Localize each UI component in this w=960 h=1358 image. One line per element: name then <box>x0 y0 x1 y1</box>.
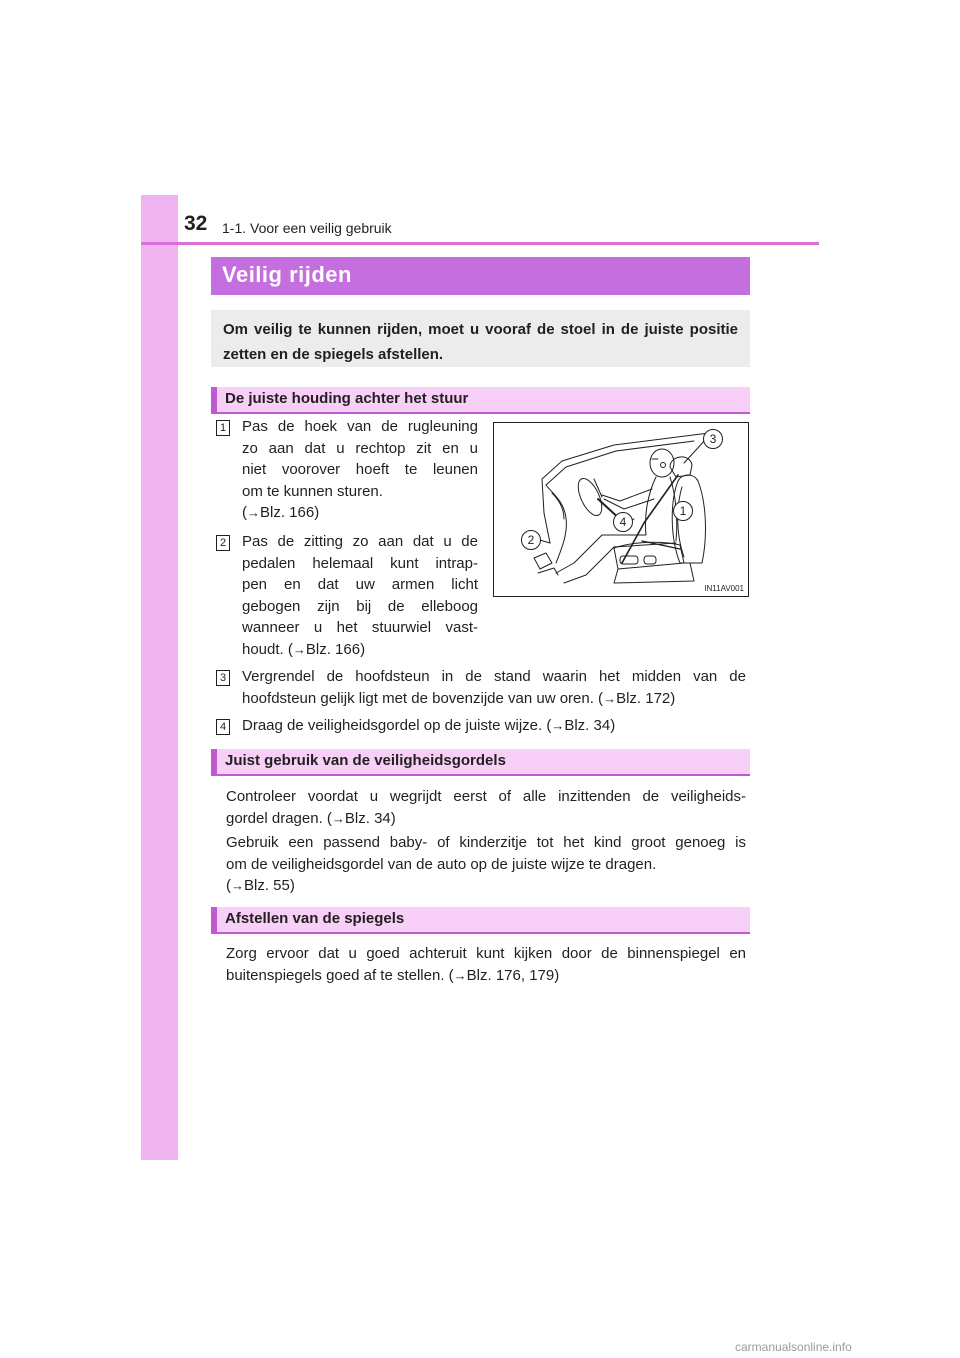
section-heading-text: Juist gebruik van de veiligheidsgordels <box>225 752 506 769</box>
chapter-title: 1-1. Voor een veilig gebruik <box>222 220 392 236</box>
text-line: Pas de hoek van de rugleuning <box>242 418 478 435</box>
page-ref[interactable]: Blz. 166) <box>260 504 320 521</box>
item-1-text <box>242 416 478 524</box>
text-fragment: hoofdsteun gelijk ligt met de bovenzijde van uw oren. ( <box>242 689 604 707</box>
text-line: niet voorover hoeft te leunen <box>242 461 478 478</box>
callout-2: 2 <box>521 530 541 550</box>
item-3-text <box>242 666 746 709</box>
text-fragment: gordel dragen. ( <box>226 809 332 827</box>
page-ref[interactable]: Blz. 166) <box>305 640 366 658</box>
section-heading-text: Afstellen van de spiegels <box>225 910 405 927</box>
arrow-icon: → <box>292 641 306 657</box>
text-line: Vergrendel de hoofdsteun in de stand waarin het midden van de <box>242 668 746 685</box>
page-title-bar <box>211 257 750 295</box>
page-ref[interactable]: Blz. 176, 179) <box>466 966 560 984</box>
mirrors-last-line <box>226 965 746 987</box>
arrow-icon: → <box>247 505 260 520</box>
watermark: carmanualsonline.info <box>735 1340 852 1354</box>
section-heading-seatbelts <box>211 749 750 776</box>
item-number-4: 4 <box>216 719 230 735</box>
page-number: 32 <box>184 212 208 235</box>
seatbelt-p1-last-line <box>226 808 746 830</box>
callout-4: 4 <box>613 512 633 532</box>
text-line: Pas de zitting zo aan dat u de <box>242 533 478 550</box>
figure-code: IN11AV001 <box>704 584 744 593</box>
item-2-text <box>242 531 478 660</box>
mirrors-paragraph <box>226 943 746 986</box>
callout-1: 1 <box>673 501 693 521</box>
page-title: Veilig rijden <box>222 262 352 287</box>
text-line: zo aan dat u rechtop zit en u <box>242 439 478 457</box>
page-ref[interactable]: Blz. 172) <box>616 689 676 707</box>
page-ref[interactable]: Blz. 34) <box>564 717 616 734</box>
seatbelt-paragraph-2 <box>226 832 746 897</box>
item-number-3: 3 <box>216 670 230 686</box>
section-heading-mirrors <box>211 907 750 934</box>
text-fragment: houdt. ( <box>242 640 293 658</box>
text-line: gebogen zijn bij de elleboog <box>242 597 478 615</box>
item-1-ref: (→Blz. 166) <box>242 504 320 521</box>
arrow-icon: → <box>551 718 565 733</box>
section-heading-posture <box>211 387 750 414</box>
seatbelt-p2-ref: (→Blz. 55) <box>226 877 295 894</box>
arrow-icon: → <box>453 967 467 983</box>
text-line: Zorg ervoor dat u goed achteruit kunt kijken door de binnenspiegel en <box>226 945 746 962</box>
text-fragment: buitenspiegels goed af te stellen. ( <box>226 966 454 984</box>
item-4-text <box>242 715 746 737</box>
page-ref[interactable]: Blz. 55) <box>244 877 295 894</box>
text-fragment: Draag de veiligheidsgordel op de juiste wijze. ( <box>242 717 552 734</box>
driver-seat-diagram <box>494 423 749 597</box>
intro-box: Om veilig te kunnen rijden, moet u vooraf de stoel in de juiste positie zetten en de spiegels afstellen. <box>211 310 750 367</box>
text-line: pedalen helemaal kunt intrap- <box>242 554 478 572</box>
text-line: Controleer voordat u wegrijdt eerst of alle inzittenden de veiligheids- <box>226 788 746 805</box>
arrow-icon: → <box>603 690 617 706</box>
driving-position-illustration <box>493 422 749 597</box>
text-line: pen en dat uw armen licht <box>242 576 478 593</box>
section-heading-text: De juiste houding achter het stuur <box>225 390 469 407</box>
item-number-2: 2 <box>216 535 230 551</box>
header-rule <box>141 242 819 245</box>
text-line: om de veiligheidsgordel van de auto op de juiste wijze te dragen. <box>226 855 657 873</box>
callout-3: 3 <box>703 429 723 449</box>
item-4-line <box>242 715 746 737</box>
page-ref[interactable]: Blz. 34) <box>344 809 396 827</box>
text-line: Gebruik een passend baby- of kinderzitje tot het kind groot genoeg is <box>226 834 746 851</box>
item-number-1: 1 <box>216 420 230 436</box>
sidebar-tab <box>141 195 178 1160</box>
seatbelt-paragraph-1 <box>226 786 746 829</box>
item-3-last-line <box>242 688 746 710</box>
item-2-last-line <box>242 639 478 661</box>
arrow-icon: → <box>231 878 244 893</box>
text-line: wanneer u het stuurwiel vast- <box>242 619 478 636</box>
arrow-icon: → <box>331 810 345 826</box>
text-line: om te kunnen sturen. <box>242 482 383 500</box>
